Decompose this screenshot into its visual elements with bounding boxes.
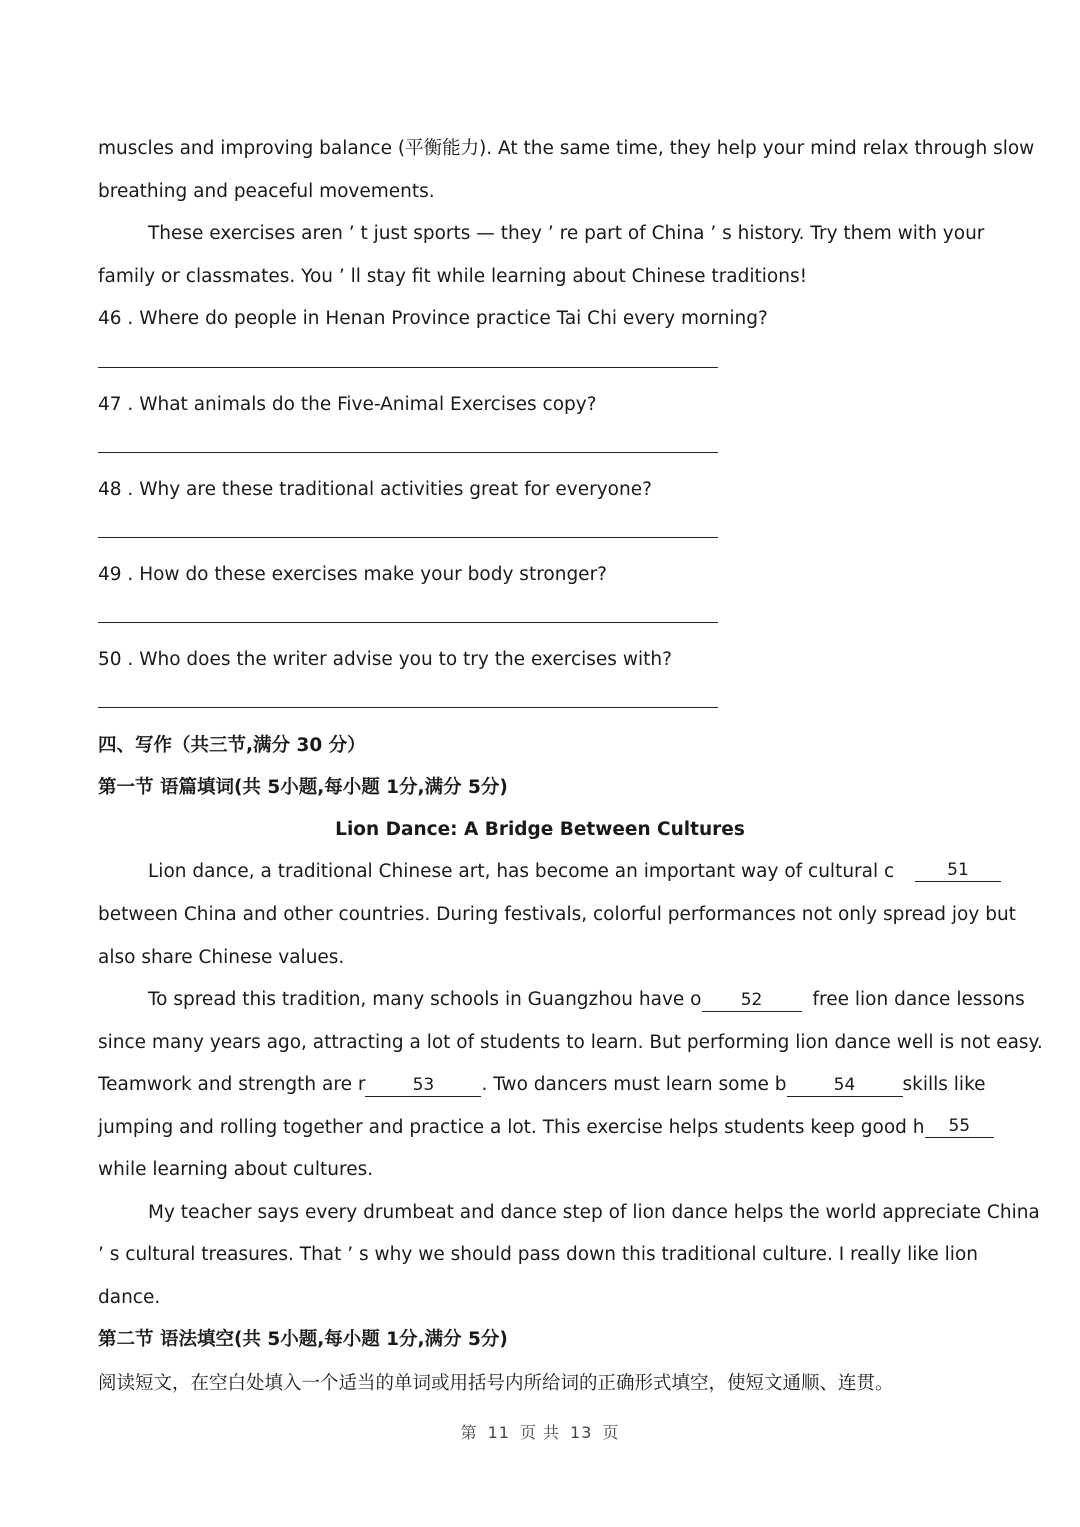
- question-separator: .: [121, 564, 140, 585]
- article-text: also share Chinese values.: [98, 947, 345, 968]
- article-text: ’ s cultural treasures. That ’ s why we should pass down this traditional culture. I really like lion: [98, 1244, 978, 1265]
- question-46: [98, 306, 985, 332]
- passage-text: muscles and improving balance (平衡能力). At the same time, they help your mind relax through slow: [98, 138, 1035, 159]
- blank-number: 55: [948, 1116, 971, 1136]
- blank-54[interactable]: [787, 1074, 903, 1097]
- question-separator: .: [121, 649, 140, 670]
- article-line: [98, 1285, 985, 1311]
- article-title: Lion Dance: A Bridge Between Cultures: [335, 819, 745, 840]
- page-footer: [0, 1420, 1080, 1443]
- passage-line: [98, 264, 985, 290]
- article-line: [98, 945, 985, 971]
- article-line: [98, 902, 1016, 928]
- passage-line: [98, 136, 1035, 162]
- question-separator: .: [121, 479, 140, 500]
- question-text: Where do people in Henan Province practice Tai Chi every morning?: [139, 308, 768, 329]
- footer-label: 页: [602, 1423, 620, 1442]
- article-line: [98, 1242, 985, 1268]
- total-pages: 13: [570, 1423, 593, 1442]
- article-text: To spread this tradition, many schools in Guangzhou have o: [148, 989, 702, 1010]
- passage-text: These exercises aren ’ t just sports — they ’ re part of China ’ s history. Try them with your: [148, 223, 985, 244]
- answer-line-49[interactable]: [98, 622, 718, 623]
- question-separator: .: [121, 394, 140, 415]
- article-text: since many years ago, attracting a lot of students to learn. But performing lion dance well is not easy.: [98, 1032, 1043, 1053]
- blank-51[interactable]: [915, 859, 1001, 882]
- article-text: while learning about cultures.: [98, 1159, 374, 1180]
- question-50: [98, 647, 985, 673]
- article-text: jumping and rolling together and practice a lot. This exercise helps students keep good h: [98, 1117, 925, 1138]
- question-text: Who does the writer advise you to try the exercises with?: [139, 649, 672, 670]
- question-text: Why are these traditional activities great for everyone?: [139, 479, 652, 500]
- passage-text: breathing and peaceful movements.: [98, 181, 435, 202]
- blank-55[interactable]: [925, 1115, 994, 1138]
- article-text: Lion dance, a traditional Chinese art, has become an important way of cultural c: [148, 861, 895, 882]
- answer-line-47[interactable]: [98, 452, 718, 453]
- question-number: 49: [98, 564, 122, 585]
- article-line: [98, 1200, 1040, 1226]
- article-line: [98, 1030, 1043, 1056]
- blank-number: 54: [833, 1075, 856, 1095]
- footer-label: 第: [460, 1423, 478, 1442]
- question-text: How do these exercises make your body stronger?: [139, 564, 607, 585]
- passage-text: family or classmates. You ’ ll stay fit while learning about Chinese traditions!: [98, 266, 808, 287]
- part-two-instruction: 阅读短文，在空白处填入一个适当的单词或用括号内所给词的正确形式填空，使短文通顺、连贯。: [98, 1373, 894, 1394]
- passage-line: [98, 179, 985, 205]
- question-number: 47: [98, 394, 122, 415]
- article-line: [98, 1115, 994, 1141]
- article-line: [98, 859, 993, 885]
- question-47: [98, 392, 985, 418]
- article-line: [98, 1072, 985, 1098]
- passage-line: [98, 221, 985, 247]
- question-separator: .: [121, 308, 140, 329]
- page-number: 11: [487, 1423, 510, 1442]
- answer-line-46[interactable]: [98, 367, 718, 368]
- article-text: My teacher says every drumbeat and dance step of lion dance helps the world appreciate China: [148, 1202, 1040, 1223]
- question-number: 50: [98, 649, 122, 670]
- blank-number: 51: [947, 860, 969, 880]
- answer-line-48[interactable]: [98, 537, 718, 538]
- article-text: skills like: [902, 1074, 986, 1095]
- article-text: . Two dancers must learn some b: [481, 1074, 787, 1095]
- article-text: free lion dance lessons: [812, 989, 1025, 1010]
- question-number: 46: [98, 308, 122, 329]
- article-line: [98, 987, 1025, 1013]
- question-text: What animals do the Five-Animal Exercises copy?: [139, 394, 597, 415]
- article-text: between China and other countries. During festivals, colorful performances not only spread joy but: [98, 904, 1016, 925]
- part-one-heading: 第一节 语篇填词(共 5小题,每小题 1分,满分 5分): [98, 777, 508, 798]
- answer-line-50[interactable]: [98, 707, 718, 708]
- article-text: dance.: [98, 1287, 161, 1308]
- blank-52[interactable]: [702, 989, 802, 1012]
- blank-number: 52: [740, 990, 763, 1010]
- question-number: 48: [98, 479, 122, 500]
- footer-label: 页 共: [519, 1423, 561, 1442]
- blank-number: 53: [412, 1075, 435, 1095]
- article-line: [98, 1157, 985, 1183]
- question-49: [98, 562, 985, 588]
- part-two-heading: 第二节 语法填空(共 5小题,每小题 1分,满分 5分): [98, 1329, 508, 1350]
- article-text: Teamwork and strength are r: [98, 1074, 366, 1095]
- question-48: [98, 477, 985, 503]
- blank-53[interactable]: [365, 1074, 481, 1097]
- section-heading: 四、写作（共三节,满分 30 分）: [98, 735, 366, 756]
